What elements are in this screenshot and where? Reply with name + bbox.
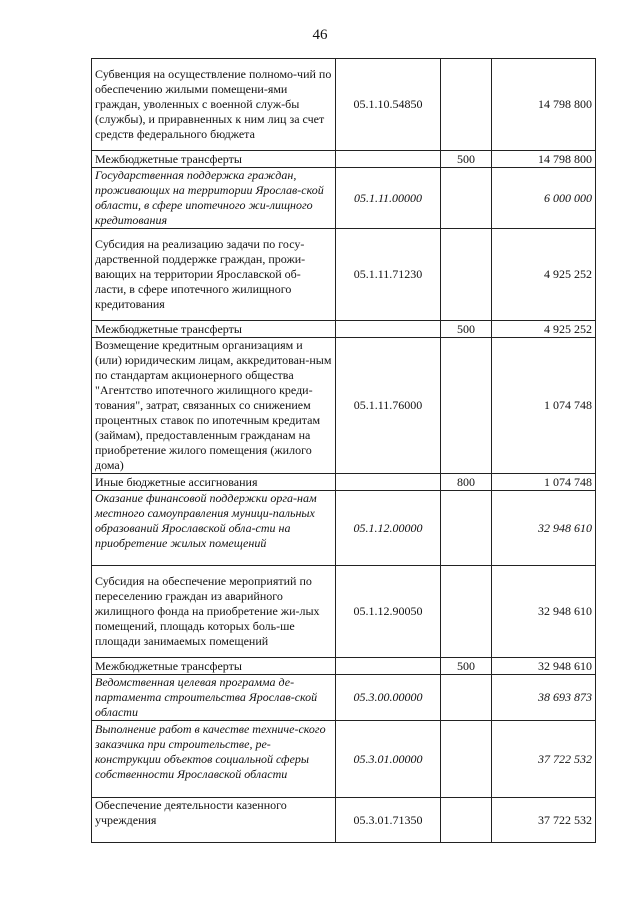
table-row (92, 59, 596, 151)
row-type (441, 338, 492, 474)
row-amount: 6 000 000 (492, 168, 596, 229)
row-amount: 4 925 252 (492, 229, 596, 321)
row-code (336, 658, 441, 675)
row-name: Межбюджетные трансферты (92, 658, 336, 675)
row-name: Межбюджетные трансферты (92, 151, 336, 168)
row-name: Выполнение работ в качестве техниче-ского заказчика при строительстве, ре-конструкции объектов социальной сферы собственности Ярославской области (92, 721, 336, 798)
row-name: Субвенция на осуществление полномо-чий по обеспечению жилыми помещени-ями граждан, уволенных с военной служ-бы (службы), и приравненных к ним лиц за счет средств федерального бюджета (92, 59, 336, 151)
row-code: 05.1.10.54850 (336, 59, 441, 151)
row-code: 05.3.01.00000 (336, 721, 441, 798)
row-amount: 37 722 532 (492, 721, 596, 798)
row-amount: 1 074 748 (492, 474, 596, 491)
table-row (92, 658, 596, 675)
row-amount: 14 798 800 (492, 59, 596, 151)
table-row (92, 338, 596, 474)
row-amount: 14 798 800 (492, 151, 596, 168)
row-type: 500 (441, 658, 492, 675)
row-code: 05.1.12.90050 (336, 566, 441, 658)
row-type (441, 675, 492, 721)
row-type: 800 (441, 474, 492, 491)
row-type: 500 (441, 151, 492, 168)
row-name: Возмещение кредитным организациям и (или) юридическим лицам, аккредитован-ным по стандартам акционерного общества "Агентство ипотечного жилищного креди-тования", затрат, связанных со снижением процентных ставок по ипотечным кредитам (займам), предоставленным гражданам на приобретение жилого помещения (жилого дома) (92, 338, 336, 474)
row-name: Оказание финансовой поддержки орга-нам местного самоуправления муници-пальных образований Ярославской обла-сти на приобретение жилых помещений (92, 491, 336, 566)
row-type (441, 798, 492, 843)
row-code: 05.1.11.76000 (336, 338, 441, 474)
table-row (92, 721, 596, 798)
row-amount: 4 925 252 (492, 321, 596, 338)
row-amount: 37 722 532 (492, 798, 596, 843)
row-code (336, 151, 441, 168)
row-type (441, 721, 492, 798)
row-name: Иные бюджетные ассигнования (92, 474, 336, 491)
row-name: Субсидия на обеспечение мероприятий по переселению граждан из аварийного жилищного фонда на приобретение жи-лых помещений, площадь которых боль-ше площади занимаемых помещений (92, 566, 336, 658)
row-type: 500 (441, 321, 492, 338)
row-type (441, 491, 492, 566)
row-code (336, 474, 441, 491)
row-type (441, 168, 492, 229)
row-amount: 32 948 610 (492, 491, 596, 566)
row-name: Обеспечение деятельности казенного учреждения (92, 798, 336, 843)
row-type (441, 229, 492, 321)
table-row (92, 229, 596, 321)
row-name: Государственная поддержка граждан, проживающих на территории Ярослав-ской области, в сфере ипотечного жи-лищного кредитования (92, 168, 336, 229)
row-code (336, 321, 441, 338)
table-row (92, 151, 596, 168)
row-type (441, 59, 492, 151)
budget-table (91, 58, 596, 843)
row-code: 05.1.12.00000 (336, 491, 441, 566)
row-name: Межбюджетные трансферты (92, 321, 336, 338)
page-number: 46 (312, 27, 328, 43)
row-amount: 32 948 610 (492, 566, 596, 658)
row-code: 05.3.01.71350 (336, 798, 441, 843)
table-row (92, 474, 596, 491)
row-code: 05.3.00.00000 (336, 675, 441, 721)
row-type (441, 566, 492, 658)
table-row (92, 798, 596, 843)
row-amount: 38 693 873 (492, 675, 596, 721)
table-row (92, 168, 596, 229)
row-name: Ведомственная целевая программа де-партамента строительства Ярослав-ской области (92, 675, 336, 721)
table-row (92, 491, 596, 566)
row-code: 05.1.11.00000 (336, 168, 441, 229)
table-row (92, 321, 596, 338)
row-name: Субсидия на реализацию задачи по госу-дарственной поддержке граждан, прожи-вающих на территории Ярославской об-ласти, в сфере ипотечного жилищного кредитования (92, 229, 336, 321)
table-row (92, 566, 596, 658)
row-amount: 32 948 610 (492, 658, 596, 675)
row-code: 05.1.11.71230 (336, 229, 441, 321)
row-amount: 1 074 748 (492, 338, 596, 474)
table-row (92, 675, 596, 721)
